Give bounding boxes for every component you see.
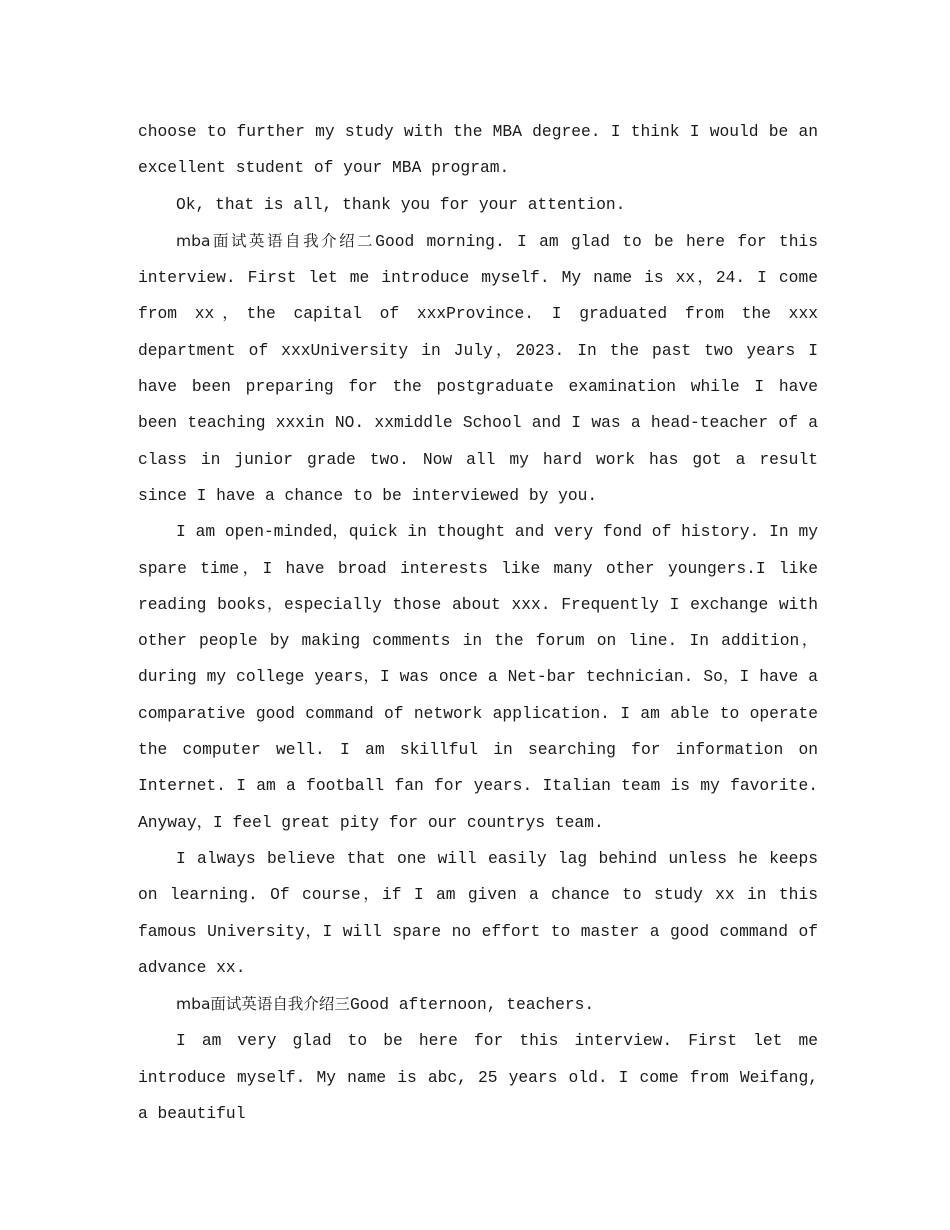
paragraph	[138, 114, 818, 187]
paragraph-text: I am very glad to be here for this interview. First let me introduce myself. My name is abc, 25 years old. I come from Weifang, a beautiful	[138, 1031, 818, 1124]
paragraph-text: Ok, that is all, thank you for your attention.	[176, 194, 626, 214]
paragraph-text: Good morning. I am glad to be here for this interview. First let me introduce myself. My name is xx，24. I come from xx，the capital of xxxProvince. I graduated from the xxx department of xxxUniversity in July，2023. In the past two years I have been preparing for the postgraduate examination while I have been teaching xxxin NO. xxmiddle School and I was a head-teacher of a class in junior grade two. Now all my hard work has got a result since I have a chance to be interviewed by you.	[138, 231, 819, 505]
paragraph	[138, 514, 818, 841]
paragraph	[138, 986, 818, 1023]
paragraph-text: Good afternoon, teachers.	[349, 995, 595, 1015]
paragraph	[138, 1023, 818, 1132]
section-heading: mba面试英语自我介绍三	[176, 995, 350, 1014]
paragraph	[138, 223, 818, 514]
paragraph-text: I always believe that one will easily lag behind unless he keeps on learning. Of course，if I am given a chance to study xx in this famous University，I will spare no effort to master a good command of advance xx.	[138, 848, 818, 977]
paragraph	[138, 841, 818, 986]
paragraph-text: choose to further my study with the MBA degree. I think I would be an excellent student of your MBA program.	[138, 122, 818, 178]
paragraph	[138, 187, 818, 223]
document-body	[138, 114, 818, 1132]
paragraph-text: I am open-minded，quick in thought and very fond of history. In my spare time，I have broad interests like many other youngers.I like reading books，especially those about xxx. Frequently I exchange with other people by making comments in the forum on line. In addition，during my college years，I was once a Net-bar technician. So，I have a comparative good command of network application. I am able to operate the computer well. I am skillful in searching for information on Internet. I am a football fan for years. Italian team is my favorite. Anyway，I feel great pity for our countrys team.	[138, 522, 818, 832]
section-heading: mba面试英语自我介绍二	[176, 231, 376, 250]
